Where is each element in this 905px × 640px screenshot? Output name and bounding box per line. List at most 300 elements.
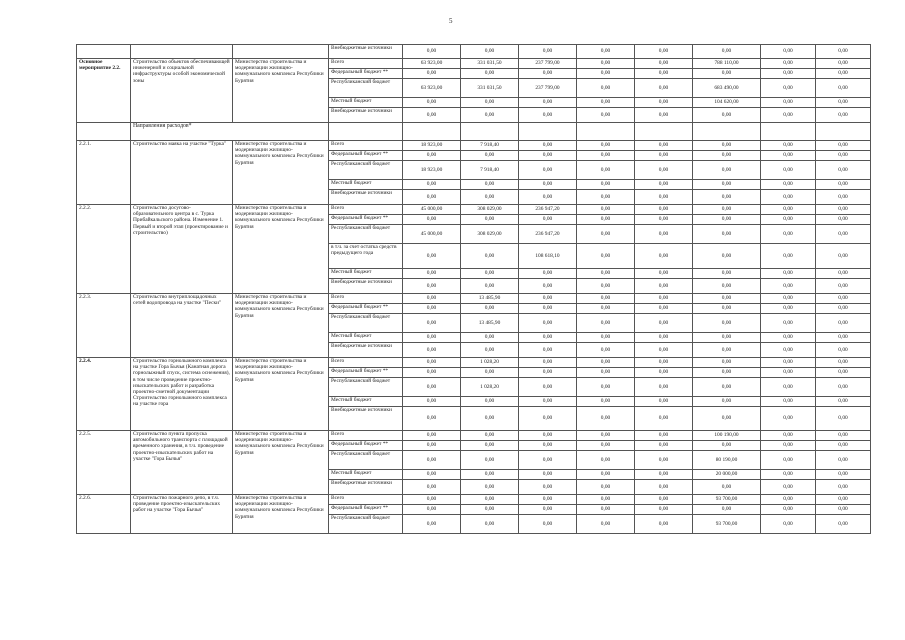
- value-cell: 0,00: [635, 59, 693, 69]
- value-cell: 0,00: [635, 431, 693, 441]
- value-cell: 0,00: [461, 333, 519, 343]
- value-cell: 0,00: [816, 431, 871, 441]
- value-cell: 0,00: [693, 294, 761, 304]
- value-cell: 0,00: [693, 304, 761, 314]
- funding-source: Республиканский бюджет: [329, 314, 403, 333]
- value-cell: 331 031,50: [461, 59, 519, 69]
- empty-cell: [329, 123, 403, 141]
- value-cell: 108 618,10: [519, 244, 577, 269]
- value-cell: 0,00: [403, 480, 461, 495]
- value-cell: 0,00: [635, 397, 693, 407]
- value-cell: 0,00: [519, 495, 577, 505]
- value-cell: 0,00: [635, 98, 693, 108]
- value-cell: 0,00: [403, 505, 461, 515]
- value-cell: 0,00: [693, 441, 761, 451]
- value-cell: 0,00: [816, 141, 871, 151]
- funding-source: Республиканский бюджет: [329, 161, 403, 180]
- value-cell: 0,00: [816, 451, 871, 470]
- value-cell: 0,00: [761, 505, 816, 515]
- value-cell: 0,00: [816, 151, 871, 161]
- value-cell: 0,00: [816, 294, 871, 304]
- value-cell: 0,00: [816, 407, 871, 431]
- value-cell: 0,00: [635, 180, 693, 190]
- value-cell: 0,00: [761, 343, 816, 358]
- funding-source: Всего: [329, 495, 403, 505]
- value-cell: 0,00: [461, 407, 519, 431]
- value-cell: 0,00: [403, 294, 461, 304]
- value-cell: 0,00: [403, 343, 461, 358]
- row-name: Строительство маяка на участке "Турка": [131, 141, 233, 205]
- value-cell: 0,00: [761, 333, 816, 343]
- value-cell: 0,00: [577, 397, 635, 407]
- funding-source: Местный бюджет: [329, 470, 403, 480]
- value-cell: 0,00: [816, 98, 871, 108]
- table-row: [77, 294, 871, 304]
- value-cell: 0,00: [519, 368, 577, 378]
- table-row: [77, 141, 871, 151]
- value-cell: 0,00: [816, 343, 871, 358]
- row-executor: [233, 45, 329, 59]
- value-cell: 0,00: [761, 495, 816, 505]
- value-cell: 20 000,00: [693, 470, 761, 480]
- value-cell: 0,00: [761, 441, 816, 451]
- value-cell: 0,00: [693, 505, 761, 515]
- row-code: 2.2.3.: [77, 294, 131, 358]
- value-cell: 0,00: [635, 495, 693, 505]
- value-cell: 93 700,00: [693, 515, 761, 534]
- row-code: Основное мероприятие 2.2.: [77, 59, 131, 123]
- value-cell: 0,00: [635, 269, 693, 279]
- empty-cell: [761, 123, 816, 141]
- value-cell: 0,00: [403, 244, 461, 269]
- row-executor: Министерство строительства и модернизации жилищно-коммунального комплекса Республики Бурятия: [233, 294, 329, 358]
- section-title: Направления расходов*: [131, 123, 329, 141]
- value-cell: 0,00: [519, 451, 577, 470]
- value-cell: 0,00: [635, 480, 693, 495]
- value-cell: 100 190,00: [693, 431, 761, 441]
- value-cell: 0,00: [519, 151, 577, 161]
- value-cell: 1 028,20: [461, 358, 519, 368]
- value-cell: 0,00: [519, 279, 577, 294]
- value-cell: 0,00: [816, 515, 871, 534]
- value-cell: 0,00: [761, 45, 816, 59]
- value-cell: 0,00: [816, 79, 871, 98]
- value-cell: 308 029,00: [461, 225, 519, 244]
- value-cell: 0,00: [635, 515, 693, 534]
- value-cell: 0,00: [761, 378, 816, 397]
- value-cell: 0,00: [461, 45, 519, 59]
- value-cell: 0,00: [403, 451, 461, 470]
- funding-source: Внебюджетные источники: [329, 407, 403, 431]
- value-cell: 0,00: [761, 470, 816, 480]
- row-code: [77, 45, 131, 59]
- value-cell: 0,00: [693, 215, 761, 225]
- value-cell: 0,00: [403, 368, 461, 378]
- funding-source: Внебюджетные источники: [329, 343, 403, 358]
- value-cell: 0,00: [761, 205, 816, 215]
- value-cell: 788 110,00: [693, 59, 761, 69]
- value-cell: 0,00: [461, 368, 519, 378]
- value-cell: 0,00: [519, 304, 577, 314]
- value-cell: 0,00: [635, 151, 693, 161]
- value-cell: 0,00: [403, 45, 461, 59]
- value-cell: 0,00: [461, 470, 519, 480]
- value-cell: 0,00: [577, 215, 635, 225]
- value-cell: 0,00: [816, 368, 871, 378]
- value-cell: 0,00: [519, 108, 577, 123]
- value-cell: 0,00: [635, 441, 693, 451]
- value-cell: 0,00: [403, 98, 461, 108]
- funding-source: Всего: [329, 294, 403, 304]
- value-cell: 0,00: [461, 279, 519, 294]
- row-executor: Министерство строительства и модернизации жилищно-коммунального комплекса Республики Бурятия: [233, 205, 329, 294]
- value-cell: 0,00: [635, 368, 693, 378]
- funding-source: Федеральный бюджет **: [329, 69, 403, 79]
- funding-source: Всего: [329, 431, 403, 441]
- row-name: [131, 45, 233, 59]
- value-cell: 0,00: [577, 505, 635, 515]
- row-name: Строительство досугово-образовательного центра в с. Турка Прибайкальского района. Изменение 1. Первый и второй этап (проектирование и строительство): [131, 205, 233, 294]
- value-cell: 0,00: [693, 480, 761, 495]
- value-cell: 0,00: [519, 141, 577, 151]
- value-cell: 0,00: [635, 470, 693, 480]
- value-cell: 0,00: [461, 215, 519, 225]
- value-cell: 0,00: [693, 180, 761, 190]
- table-row: [77, 358, 871, 368]
- value-cell: 63 923,00: [403, 79, 461, 98]
- value-cell: 0,00: [519, 45, 577, 59]
- value-cell: 0,00: [403, 431, 461, 441]
- value-cell: 0,00: [761, 59, 816, 69]
- value-cell: 0,00: [635, 294, 693, 304]
- value-cell: 0,00: [635, 358, 693, 368]
- value-cell: 0,00: [635, 79, 693, 98]
- value-cell: 0,00: [635, 451, 693, 470]
- empty-cell: [403, 123, 461, 141]
- value-cell: 236 947,20: [519, 205, 577, 215]
- value-cell: 0,00: [816, 495, 871, 505]
- value-cell: 0,00: [761, 269, 816, 279]
- value-cell: 0,00: [761, 314, 816, 333]
- value-cell: 0,00: [761, 190, 816, 205]
- value-cell: 0,00: [693, 205, 761, 215]
- value-cell: 0,00: [461, 431, 519, 441]
- value-cell: 0,00: [577, 358, 635, 368]
- empty-cell: [635, 123, 693, 141]
- value-cell: 0,00: [403, 69, 461, 79]
- value-cell: 0,00: [816, 397, 871, 407]
- value-cell: 0,00: [693, 69, 761, 79]
- value-cell: 0,00: [635, 333, 693, 343]
- value-cell: 0,00: [519, 269, 577, 279]
- row-name: Строительство пожарного депо, в т.ч. проведение проектно-изыскательских работ на участке "Гора Бычья": [131, 495, 233, 534]
- value-cell: 0,00: [519, 358, 577, 368]
- empty-cell: [577, 123, 635, 141]
- value-cell: 104 620,00: [693, 98, 761, 108]
- value-cell: 0,00: [461, 269, 519, 279]
- value-cell: 0,00: [635, 215, 693, 225]
- value-cell: 0,00: [816, 358, 871, 368]
- value-cell: 0,00: [577, 141, 635, 151]
- value-cell: 0,00: [693, 161, 761, 180]
- value-cell: 0,00: [635, 304, 693, 314]
- value-cell: 0,00: [761, 180, 816, 190]
- value-cell: 0,00: [577, 180, 635, 190]
- value-cell: 0,00: [761, 480, 816, 495]
- value-cell: 0,00: [577, 470, 635, 480]
- value-cell: 0,00: [403, 515, 461, 534]
- value-cell: 0,00: [577, 108, 635, 123]
- table-row: [77, 495, 871, 505]
- page-number: 5: [449, 17, 453, 25]
- value-cell: 0,00: [693, 45, 761, 59]
- value-cell: 0,00: [577, 151, 635, 161]
- value-cell: 0,00: [519, 69, 577, 79]
- value-cell: 45 000,00: [403, 225, 461, 244]
- value-cell: 0,00: [403, 358, 461, 368]
- value-cell: 0,00: [761, 79, 816, 98]
- funding-source: Федеральный бюджет **: [329, 441, 403, 451]
- table-row: [77, 45, 871, 59]
- value-cell: 0,00: [816, 205, 871, 215]
- value-cell: 0,00: [519, 180, 577, 190]
- value-cell: 0,00: [461, 304, 519, 314]
- value-cell: 0,00: [816, 269, 871, 279]
- value-cell: 0,00: [577, 205, 635, 215]
- value-cell: 13 485,90: [461, 314, 519, 333]
- funding-source: Всего: [329, 205, 403, 215]
- value-cell: 0,00: [577, 79, 635, 98]
- table-row: [77, 431, 871, 441]
- value-cell: 0,00: [761, 431, 816, 441]
- value-cell: 63 923,00: [403, 59, 461, 69]
- table-row: [77, 59, 871, 69]
- funding-source: Республиканский бюджет: [329, 451, 403, 470]
- funding-source: Федеральный бюджет **: [329, 368, 403, 378]
- value-cell: 0,00: [461, 505, 519, 515]
- value-cell: 0,00: [635, 378, 693, 397]
- budget-table-body: [77, 45, 871, 534]
- funding-source: Республиканский бюджет: [329, 515, 403, 534]
- value-cell: 45 000,00: [403, 205, 461, 215]
- value-cell: 0,00: [816, 378, 871, 397]
- value-cell: 0,00: [519, 215, 577, 225]
- value-cell: 0,00: [816, 244, 871, 269]
- value-cell: 7 918,40: [461, 141, 519, 151]
- value-cell: 0,00: [577, 431, 635, 441]
- empty-cell: [816, 123, 871, 141]
- value-cell: 0,00: [519, 480, 577, 495]
- value-cell: 0,00: [693, 269, 761, 279]
- value-cell: 13 485,90: [461, 294, 519, 304]
- value-cell: 0,00: [693, 333, 761, 343]
- value-cell: 0,00: [577, 451, 635, 470]
- value-cell: 0,00: [519, 431, 577, 441]
- empty-cell: [461, 123, 519, 141]
- value-cell: 0,00: [761, 141, 816, 151]
- value-cell: 0,00: [403, 378, 461, 397]
- value-cell: 0,00: [577, 59, 635, 69]
- value-cell: 0,00: [461, 180, 519, 190]
- value-cell: 0,00: [693, 343, 761, 358]
- value-cell: 0,00: [577, 69, 635, 79]
- value-cell: 0,00: [403, 470, 461, 480]
- value-cell: 0,00: [816, 225, 871, 244]
- value-cell: 0,00: [761, 304, 816, 314]
- value-cell: 0,00: [635, 407, 693, 431]
- value-cell: 0,00: [761, 368, 816, 378]
- value-cell: 0,00: [635, 141, 693, 151]
- value-cell: 0,00: [816, 108, 871, 123]
- value-cell: 0,00: [761, 294, 816, 304]
- value-cell: 0,00: [693, 407, 761, 431]
- value-cell: 0,00: [693, 244, 761, 269]
- value-cell: 0,00: [519, 161, 577, 180]
- value-cell: 0,00: [461, 190, 519, 205]
- value-cell: 0,00: [693, 279, 761, 294]
- budget-table: [76, 44, 871, 534]
- value-cell: 0,00: [635, 161, 693, 180]
- value-cell: 0,00: [403, 314, 461, 333]
- section-spacer: [77, 123, 131, 141]
- row-code: 2.2.2.: [77, 205, 131, 294]
- value-cell: 0,00: [519, 515, 577, 534]
- value-cell: 18 923,00: [403, 161, 461, 180]
- funding-source: Местный бюджет: [329, 180, 403, 190]
- value-cell: 0,00: [403, 215, 461, 225]
- row-executor: Министерство строительства и модернизации жилищно-коммунального комплекса Республики Бурятия: [233, 59, 329, 123]
- funding-source: Местный бюджет: [329, 397, 403, 407]
- value-cell: 0,00: [635, 45, 693, 59]
- value-cell: 0,00: [816, 505, 871, 515]
- funding-source: Федеральный бюджет **: [329, 215, 403, 225]
- value-cell: 0,00: [761, 69, 816, 79]
- value-cell: 0,00: [461, 98, 519, 108]
- value-cell: 0,00: [761, 279, 816, 294]
- value-cell: 0,00: [693, 151, 761, 161]
- value-cell: 0,00: [519, 314, 577, 333]
- row-name: Строительство объектов обеспечивающей инженерной и социальной инфраструктуры особой экономической зоны: [131, 59, 233, 123]
- value-cell: 0,00: [761, 244, 816, 269]
- value-cell: 0,00: [577, 314, 635, 333]
- value-cell: 0,00: [461, 69, 519, 79]
- value-cell: 0,00: [816, 190, 871, 205]
- funding-source: Республиканский бюджет: [329, 79, 403, 98]
- value-cell: 0,00: [816, 69, 871, 79]
- value-cell: 0,00: [403, 108, 461, 123]
- value-cell: 0,00: [577, 45, 635, 59]
- row-code: 2.2.5.: [77, 431, 131, 495]
- value-cell: 237 799,00: [519, 79, 577, 98]
- row-name: Строительство пункта пропуска автомобильного транспорта с площадкой временного хранения, в т.ч. проведение проектно-изыскательских работ на участке "Гора Бычья": [131, 431, 233, 495]
- empty-cell: [519, 123, 577, 141]
- value-cell: 0,00: [816, 161, 871, 180]
- value-cell: 0,00: [761, 515, 816, 534]
- funding-source: Внебюджетные источники: [329, 108, 403, 123]
- value-cell: 0,00: [816, 333, 871, 343]
- value-cell: 0,00: [693, 378, 761, 397]
- value-cell: 0,00: [461, 441, 519, 451]
- value-cell: 0,00: [577, 304, 635, 314]
- funding-source: Внебюджетные источники: [329, 190, 403, 205]
- funding-source: Республиканский бюджет: [329, 225, 403, 244]
- value-cell: 0,00: [761, 215, 816, 225]
- funding-source: Республиканский бюджет: [329, 378, 403, 397]
- value-cell: 308 029,00: [461, 205, 519, 215]
- value-cell: 0,00: [693, 190, 761, 205]
- row-code: 2.2.4.: [77, 358, 131, 431]
- value-cell: 0,00: [761, 151, 816, 161]
- value-cell: 237 799,00: [519, 59, 577, 69]
- funding-source: Внебюджетные источники: [329, 480, 403, 495]
- value-cell: 18 923,00: [403, 141, 461, 151]
- value-cell: 0,00: [816, 304, 871, 314]
- value-cell: 0,00: [519, 441, 577, 451]
- value-cell: 0,00: [635, 69, 693, 79]
- row-code: 2.2.6.: [77, 495, 131, 534]
- value-cell: 1 028,20: [461, 378, 519, 397]
- value-cell: 0,00: [519, 333, 577, 343]
- value-cell: 0,00: [519, 343, 577, 358]
- funding-source: Федеральный бюджет **: [329, 505, 403, 515]
- row-code: 2.2.1.: [77, 141, 131, 205]
- value-cell: 0,00: [403, 180, 461, 190]
- value-cell: 0,00: [461, 108, 519, 123]
- value-cell: 0,00: [635, 279, 693, 294]
- value-cell: 0,00: [816, 470, 871, 480]
- value-cell: 0,00: [577, 378, 635, 397]
- value-cell: 0,00: [635, 205, 693, 215]
- value-cell: 0,00: [693, 314, 761, 333]
- value-cell: 0,00: [761, 108, 816, 123]
- value-cell: 0,00: [519, 470, 577, 480]
- value-cell: 0,00: [816, 59, 871, 69]
- value-cell: 0,00: [635, 108, 693, 123]
- funding-source: Всего: [329, 141, 403, 151]
- value-cell: 0,00: [816, 314, 871, 333]
- value-cell: 0,00: [577, 225, 635, 244]
- funding-source: в т.ч. за счет остатка средств предыдущего года: [329, 244, 403, 269]
- table-row: [77, 205, 871, 215]
- value-cell: 236 947,20: [519, 225, 577, 244]
- value-cell: 0,00: [816, 480, 871, 495]
- value-cell: 0,00: [577, 407, 635, 431]
- value-cell: 0,00: [635, 343, 693, 358]
- value-cell: 0,00: [635, 190, 693, 205]
- value-cell: 0,00: [403, 407, 461, 431]
- value-cell: 0,00: [577, 343, 635, 358]
- value-cell: 0,00: [761, 225, 816, 244]
- funding-source: Федеральный бюджет **: [329, 151, 403, 161]
- funding-source: Внебюджетные источники: [329, 279, 403, 294]
- value-cell: 0,00: [403, 495, 461, 505]
- value-cell: 0,00: [577, 279, 635, 294]
- value-cell: 0,00: [577, 515, 635, 534]
- value-cell: 0,00: [761, 397, 816, 407]
- value-cell: 0,00: [635, 505, 693, 515]
- value-cell: 683 490,00: [693, 79, 761, 98]
- value-cell: 0,00: [577, 190, 635, 205]
- value-cell: 0,00: [519, 378, 577, 397]
- value-cell: 0,00: [761, 98, 816, 108]
- funding-source: Местный бюджет: [329, 98, 403, 108]
- value-cell: 80 190,00: [693, 451, 761, 470]
- funding-source: Местный бюджет: [329, 269, 403, 279]
- value-cell: 0,00: [635, 314, 693, 333]
- value-cell: 0,00: [577, 333, 635, 343]
- value-cell: 0,00: [577, 269, 635, 279]
- value-cell: 0,00: [403, 397, 461, 407]
